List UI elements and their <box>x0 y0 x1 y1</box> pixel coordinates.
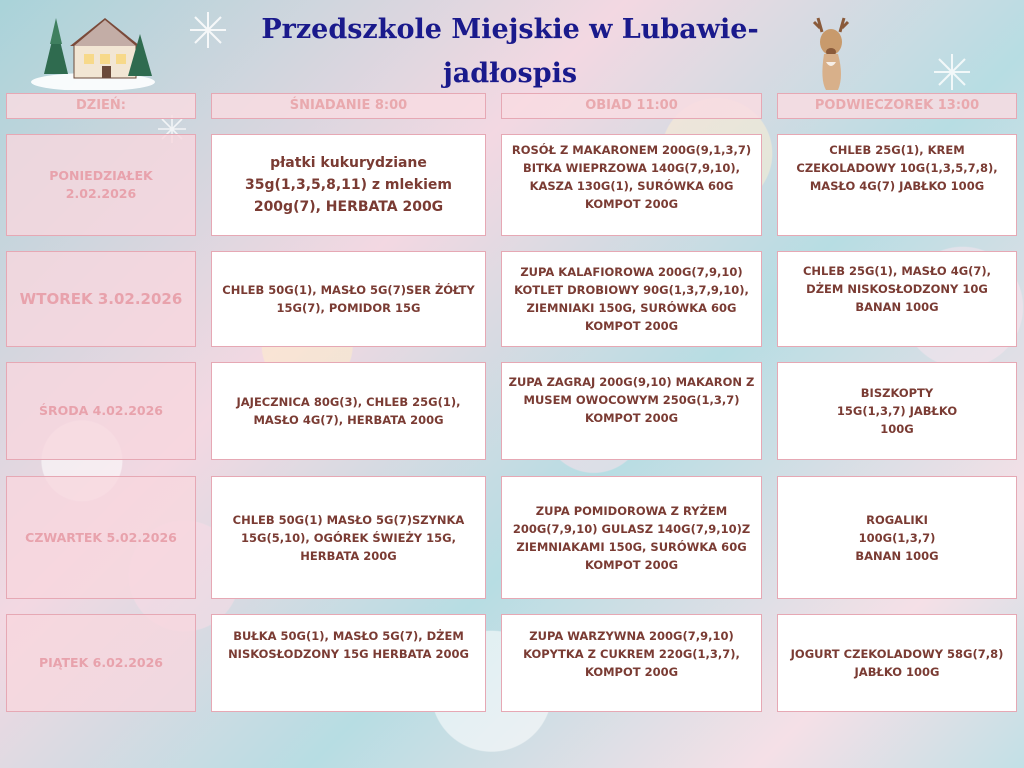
lunch-cell: ZUPA ZAGRAJ 200G(9,10) MAKARON Z MUSEM OWOCOWYM 250G(1,3,7) KOMPOT 200G <box>501 362 762 460</box>
lunch-cell: ROSÓŁ Z MAKARONEM 200G(9,1,3,7) BITKA WIEPRZOWA 140G(7,9,10), KASZA 130G(1), SURÓWKA 60G KOMPOT 200G <box>501 134 762 236</box>
page-title-line-1: Przedszkole Miejskie w Lubawie- <box>261 14 759 45</box>
snack-cell: BISZKOPTY 15G(1,3,7) JABŁKO 100G <box>777 362 1017 460</box>
day-cell: WTOREK 3.02.2026 <box>6 251 196 347</box>
reindeer-illustration <box>796 10 866 92</box>
breakfast-cell: CHLEB 50G(1), MASŁO 5G(7)SER ŻÓŁTY 15G(7), POMIDOR 15G <box>211 251 486 347</box>
snack-cell: ROGALIKI 100G(1,3,7) BANAN 100G <box>777 476 1017 599</box>
breakfast-cell: płatki kukurydziane 35g(1,3,5,8,11) z mlekiem 200g(7), HERBATA 200G <box>211 134 486 236</box>
header-day: DZIEŃ: <box>6 93 196 119</box>
breakfast-cell: JAJECZNICA 80G(3), CHLEB 25G(1), MASŁO 4G(7), HERBATA 200G <box>211 362 486 460</box>
header-snack: PODWIECZOREK 13:00 <box>777 93 1017 119</box>
day-cell: PONIEDZIAŁEK 2.02.2026 <box>6 134 196 236</box>
lunch-cell: ZUPA KALAFIOROWA 200G(7,9,10) KOTLET DROBIOWY 90G(1,3,7,9,10), ZIEMNIAKI 150G, SURÓWKA 60G KOMPOT 200G <box>501 251 762 347</box>
day-cell: ŚRODA 4.02.2026 <box>6 362 196 460</box>
snowflake-icon <box>186 8 230 52</box>
lunch-cell: ZUPA WARZYWNA 200G(7,9,10) KOPYTKA Z CUKREM 220G(1,3,7), KOMPOT 200G <box>501 614 762 712</box>
snowflake-icon <box>930 50 974 94</box>
page-title-line-2: jadłospis <box>442 58 578 89</box>
snack-cell: JOGURT CZEKOLADOWY 58G(7,8) JABŁKO 100G <box>777 614 1017 712</box>
breakfast-cell: CHLEB 50G(1) MASŁO 5G(7)SZYNKA 15G(5,10), OGÓREK ŚWIEŻY 15G, HERBATA 200G <box>211 476 486 599</box>
winter-house-illustration <box>28 4 158 90</box>
snack-cell: CHLEB 25G(1), KREM CZEKOLADOWY 10G(1,3,5,7,8), MASŁO 4G(7) JABŁKO 100G <box>777 134 1017 236</box>
lunch-cell: ZUPA POMIDOROWA Z RYŻEM 200G(7,9,10) GULASZ 140G(7,9,10)Z ZIEMNIAKAMI 150G, SURÓWKA 60G KOMPOT 200G <box>501 476 762 599</box>
page-title <box>250 8 770 96</box>
header-breakfast: ŚNIADANIE 8:00 <box>211 93 486 119</box>
day-cell: PIĄTEK 6.02.2026 <box>6 614 196 712</box>
breakfast-cell: BUŁKA 50G(1), MASŁO 5G(7), DŻEM NISKOSŁODZONY 15G HERBATA 200G <box>211 614 486 712</box>
header-lunch: OBIAD 11:00 <box>501 93 762 119</box>
snack-cell: CHLEB 25G(1), MASŁO 4G(7), DŻEM NISKOSŁODZONY 10G BANAN 100G <box>777 251 1017 347</box>
day-cell: CZWARTEK 5.02.2026 <box>6 476 196 599</box>
